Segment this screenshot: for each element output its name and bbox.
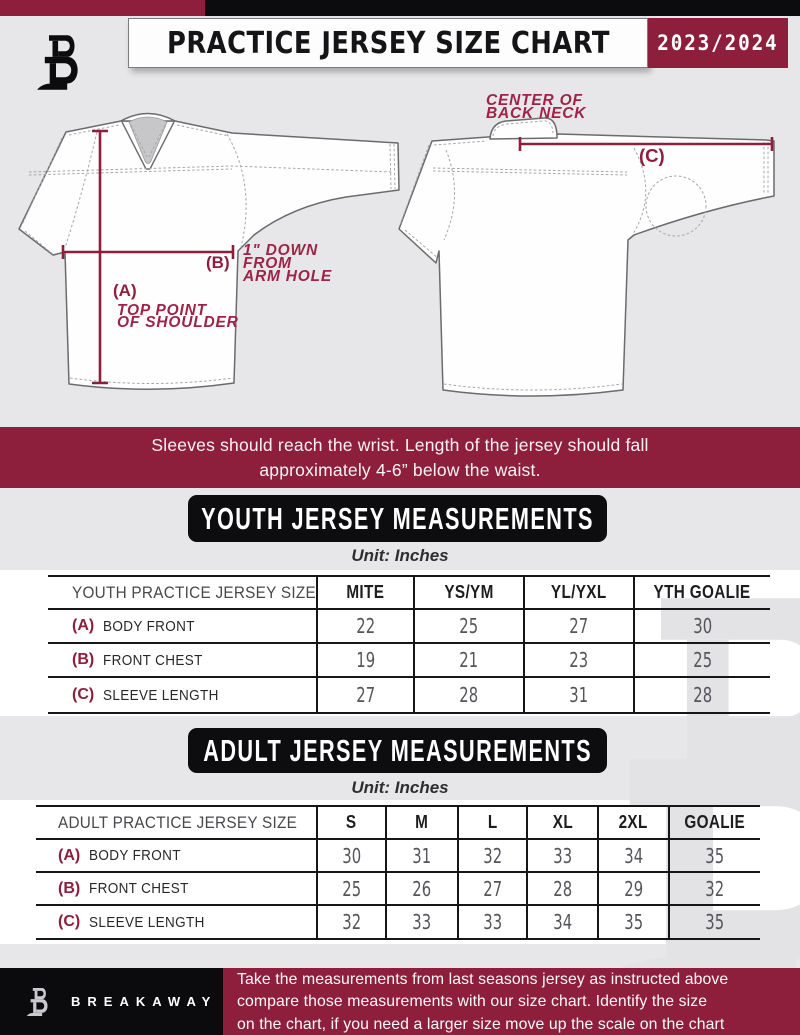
back-jersey-diagram	[399, 118, 774, 396]
table-cell: 31	[523, 678, 633, 714]
adult-row-a-label: (A) BODY FRONT	[36, 840, 316, 873]
table-cell: 32	[316, 906, 385, 940]
label-b: (B)	[206, 253, 230, 272]
season-badge	[648, 18, 788, 68]
table-cell: 32	[668, 873, 760, 906]
top-stripe-black	[205, 0, 800, 16]
label-b-caption-line3: ARM HOLE	[243, 268, 333, 285]
adult-size-table	[36, 805, 760, 940]
footer-note-line1: Take the measurements from last seasons jersey as instructed above	[237, 971, 729, 988]
brand-name: BREAKAWAY	[71, 994, 218, 1009]
youth-col-goalie: YTH GOALIE	[633, 577, 770, 610]
adult-col-m: M	[385, 807, 457, 840]
youth-unit-label: Unit: Inches	[351, 546, 449, 565]
table-cell: 25	[316, 873, 385, 906]
youth-banner-title: YOUTH JERSEY MEASUREMENTS	[201, 500, 594, 536]
youth-table-header-size: YOUTH PRACTICE JERSEY SIZE	[48, 577, 316, 610]
youth-col-ylyxl: YL/YXL	[523, 577, 633, 610]
jersey-diagram	[0, 85, 800, 425]
adult-col-l: L	[457, 807, 526, 840]
table-cell: 25	[633, 644, 770, 678]
adult-col-s: S	[316, 807, 385, 840]
table-cell: 29	[597, 873, 668, 906]
table-cell: 27	[316, 678, 413, 714]
table-cell: 35	[597, 906, 668, 940]
youth-row-b-label: (B) FRONT CHEST	[48, 644, 316, 678]
table-cell: 34	[526, 906, 597, 940]
table-cell: 21	[413, 644, 523, 678]
page-title: PRACTICE JERSEY SIZE CHART	[166, 25, 610, 61]
footer-note-line3: on the chart, if you need a larger size move up the scale on the chart	[237, 1015, 725, 1033]
table-cell: 23	[523, 644, 633, 678]
table-cell: 28	[413, 678, 523, 714]
table-cell: 25	[413, 610, 523, 644]
footer-note	[223, 968, 800, 1035]
label-b-caption-line2: FROM	[243, 255, 292, 272]
youth-section-banner	[188, 495, 607, 542]
youth-row-c-label: (C) SLEEVE LENGTH	[48, 678, 316, 714]
footer-note-line2: compare those measurements with our size chart. Identify the size	[237, 993, 708, 1011]
table-cell: 33	[457, 906, 526, 940]
season-label: 2023/2024	[657, 31, 779, 55]
adult-table-header-size: ADULT PRACTICE JERSEY SIZE	[36, 807, 316, 840]
table-cell: 19	[316, 644, 413, 678]
label-b-caption-line1: 1" DOWN	[243, 242, 318, 259]
label-c: (C)	[639, 145, 665, 166]
table-cell: 35	[668, 840, 760, 873]
table-cell: 34	[597, 840, 668, 873]
back-neck-caption-line2: BACK NECK	[486, 105, 587, 122]
table-cell: 31	[385, 840, 457, 873]
adult-unit-label: Unit: Inches	[351, 778, 449, 797]
adult-col-goalie: GOALIE	[668, 807, 760, 840]
adult-row-b-label: (B) FRONT CHEST	[36, 873, 316, 906]
table-cell: 27	[523, 610, 633, 644]
table-cell: 32	[457, 840, 526, 873]
instruction-line2: approximately 4-6” below the waist.	[259, 460, 541, 480]
back-neck-caption-line1: CENTER OF	[486, 92, 583, 109]
table-cell: 33	[526, 840, 597, 873]
adult-banner-title: ADULT JERSEY MEASUREMENTS	[203, 732, 592, 768]
adult-section-banner	[188, 728, 607, 773]
youth-col-ysym: YS/YM	[413, 577, 523, 610]
table-cell: 28	[526, 873, 597, 906]
adult-row-c-label: (C) SLEEVE LENGTH	[36, 906, 316, 940]
top-stripe-maroon	[0, 0, 205, 16]
youth-row-a-label: (A) BODY FRONT	[48, 610, 316, 644]
breakaway-logo-footer	[22, 982, 58, 1022]
table-cell: 33	[385, 906, 457, 940]
adult-col-2xl: 2XL	[597, 807, 668, 840]
youth-col-mite: MITE	[316, 577, 413, 610]
table-cell: 22	[316, 610, 413, 644]
label-a-caption-line1: TOP POINT	[117, 302, 207, 319]
label-a: (A)	[113, 281, 137, 300]
table-cell: 30	[316, 840, 385, 873]
table-cell: 30	[633, 610, 770, 644]
instruction-banner	[0, 427, 800, 488]
footer-brand-bar	[0, 968, 223, 1035]
adult-col-xl: XL	[526, 807, 597, 840]
table-cell: 35	[668, 906, 760, 940]
table-cell: 28	[633, 678, 770, 714]
table-cell: 27	[457, 873, 526, 906]
table-cell: 26	[385, 873, 457, 906]
title-bar	[128, 18, 648, 68]
label-a-caption-line2: OF SHOULDER	[117, 314, 239, 331]
instruction-line1: Sleeves should reach the wrist. Length of the jersey should fall	[151, 435, 649, 455]
youth-size-table	[48, 575, 770, 714]
